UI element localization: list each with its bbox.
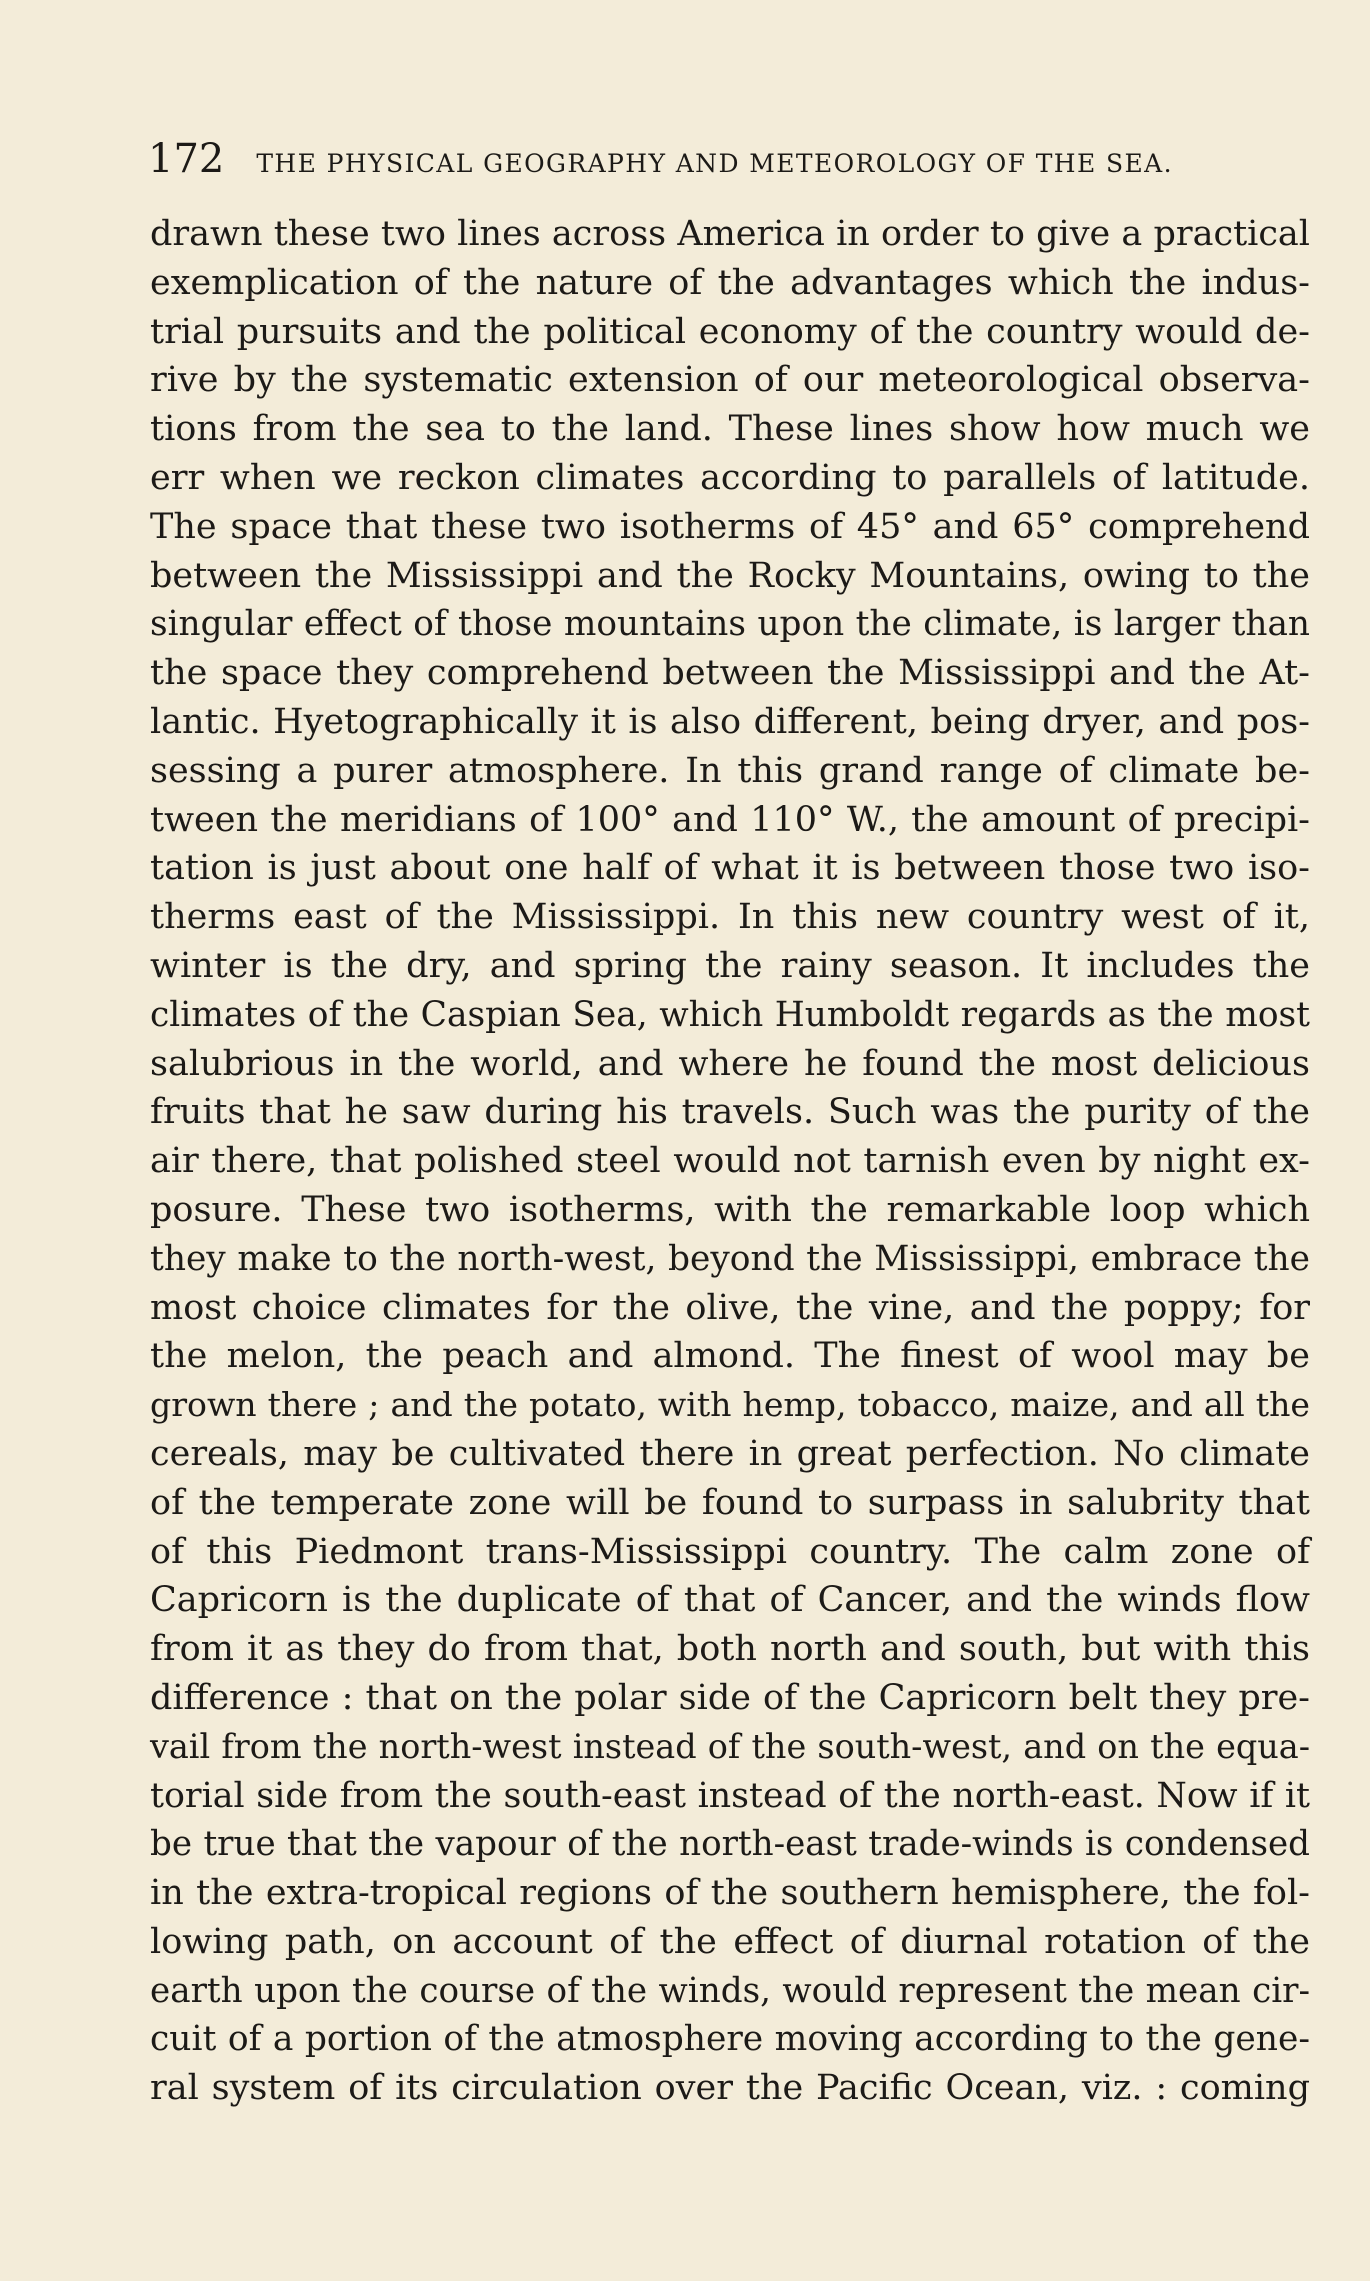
text-line: they make to the north-west, beyond the Mississippi, embrace the: [150, 1238, 1310, 1279]
text-line: lantic. Hyetographically it is also different, being dryer, and pos-: [150, 701, 1310, 742]
page-number: 172: [148, 136, 225, 182]
text-line: grown there ; and the potato, with hemp, tobacco, maize, and all the: [150, 1385, 1310, 1425]
text-line: cereals, may be cultivated there in great perfection. No climate: [150, 1433, 1310, 1474]
text-line: air there, that polished steel would not tarnish even by night ex-: [150, 1141, 1310, 1182]
text-line: fruits that he saw during his travels. Such was the purity of the: [150, 1092, 1310, 1133]
text-line: tions from the sea to the land. These lines show how much we: [150, 409, 1310, 450]
text-line: vail from the north-west instead of the south-west, and on the equa-: [150, 1726, 1310, 1766]
text-line: ral system of its circulation over the Pacific Ocean, viz. : coming: [150, 2068, 1310, 2109]
text-line: salubrious in the world, and where he found the most delicious: [150, 1043, 1310, 1084]
text-line: cuit of a portion of the atmosphere moving according to the gene-: [150, 2019, 1310, 2060]
text-line: drawn these two lines across America in order to give a practical: [150, 214, 1310, 254]
text-line: difference : that on the polar side of the Capricorn belt they pre-: [150, 1677, 1310, 1718]
page-header: [148, 136, 1248, 186]
text-line: posure. These two isotherms, with the remarkable loop which: [150, 1189, 1310, 1230]
text-line: Capricorn is the duplicate of that of Cancer, and the winds flow: [150, 1580, 1310, 1621]
text-line: trial pursuits and the political economy of the country would de-: [150, 311, 1310, 352]
text-line: the space they comprehend between the Mississippi and the At-: [150, 653, 1310, 694]
text-line: therms east of the Mississippi. In this new country west of it,: [150, 897, 1310, 938]
text-line: exemplication of the nature of the advantages which the indus-: [150, 262, 1310, 303]
text-line: err when we reckon climates according to parallels of latitude.: [150, 457, 1310, 498]
text-line: winter is the dry, and spring the rainy season. It includes the: [150, 945, 1310, 986]
text-line: tween the meridians of 100° and 110° W., the amount of precipi-: [150, 799, 1310, 840]
text-line: between the Mississippi and the Rocky Mountains, owing to the: [150, 555, 1310, 596]
text-line: rive by the systematic extension of our meteorological observa-: [150, 360, 1310, 401]
running-title: THE PHYSICAL GEOGRAPHY AND METEOROLOGY OF THE SEA.: [256, 149, 1173, 178]
text-line: be true that the vapour of the north-east trade-winds is condensed: [150, 1824, 1310, 1865]
text-line: most choice climates for the olive, the vine, and the poppy; for: [150, 1287, 1310, 1328]
text-line: torial side from the south-east instead of the north-east. Now if it: [150, 1775, 1310, 1816]
text-line: of this Piedmont trans-Mississippi country. The calm zone of: [150, 1531, 1310, 1572]
text-line: the melon, the peach and almond. The finest of wool may be: [150, 1336, 1310, 1377]
text-line: sessing a purer atmosphere. In this grand range of climate be-: [150, 750, 1310, 791]
text-line: lowing path, on account of the effect of diurnal rotation of the: [150, 1921, 1310, 1962]
text-line: from it as they do from that, both north and south, but with this: [150, 1629, 1310, 1670]
text-line: tation is just about one half of what it is between those two iso-: [150, 848, 1310, 889]
text-line: of the temperate zone will be found to surpass in salubrity that: [150, 1482, 1310, 1523]
text-line: earth upon the course of the winds, would represent the mean cir-: [150, 1970, 1310, 2011]
text-line: singular effect of those mountains upon the climate, is larger than: [150, 604, 1310, 645]
text-line: The space that these two isotherms of 45° and 65° comprehend: [150, 506, 1310, 547]
text-line: in the extra-tropical regions of the southern hemisphere, the fol-: [150, 1873, 1310, 1914]
body-text: [150, 210, 1310, 2113]
text-line: climates of the Caspian Sea, which Humboldt regards as the most: [150, 994, 1310, 1035]
